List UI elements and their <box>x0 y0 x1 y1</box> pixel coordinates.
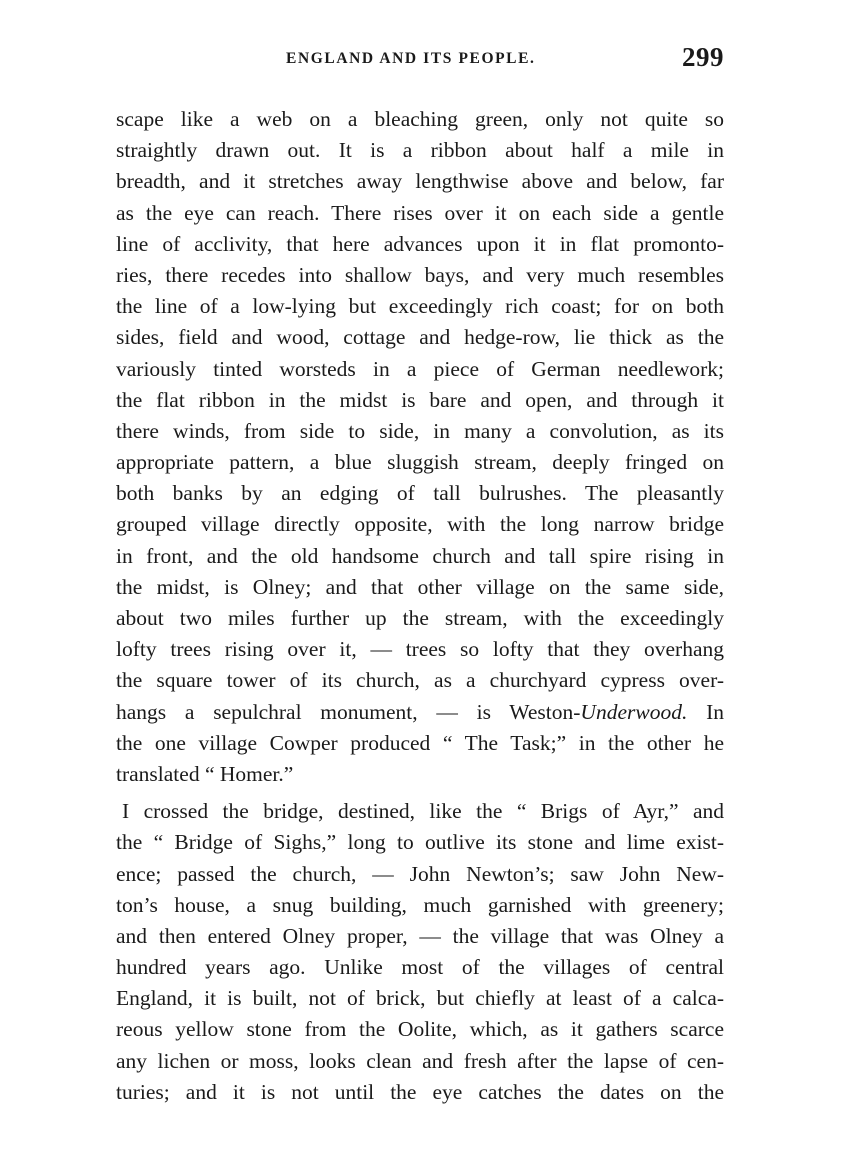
text-line: and then entered Olney proper, — the village that was Olney a <box>116 923 724 948</box>
running-head <box>116 44 724 80</box>
text-segment: hangs a sepulchral monument, — is Weston- <box>116 699 581 724</box>
text-line: turies; and it is not until the eye catches the dates on the <box>116 1079 724 1104</box>
text-line: line of acclivity, that here advances upon it in flat promonto- <box>116 231 724 256</box>
text-line: the line of a low-lying but exceedingly rich coast; for on both <box>116 294 724 319</box>
text-line: there winds, from side to side, in many a convolution, as its <box>116 418 724 443</box>
body-text <box>116 104 724 1108</box>
text-line: straightly drawn out. It is a ribbon about half a mile in <box>116 138 724 163</box>
text-line: about two miles further up the stream, with the exceedingly <box>116 606 724 630</box>
text-line: ence; passed the church, — John Newton’s; saw John New- <box>116 861 724 886</box>
text-line: both banks by an edging of tall bulrushes. The pleasantly <box>116 481 724 506</box>
text-segment: In <box>687 699 724 724</box>
text-line: sides, field and wood, cottage and hedge-row, lie thick as the <box>116 325 724 350</box>
text-line: the flat ribbon in the midst is bare and open, and through it <box>116 387 724 412</box>
text-line: the one village Cowper produced “ The Task;” in the other he <box>116 730 724 755</box>
text-line: ton’s house, a snug building, much garnished with greenery; <box>116 892 724 917</box>
text-line: variously tinted worsteds in a piece of German needlework; <box>116 356 724 381</box>
text-line: the midst, is Olney; and that other village on the same side, <box>116 574 724 599</box>
page-number: 299 <box>682 42 724 72</box>
text-line: the “ Bridge of Sighs,” long to outlive its stone and lime exist- <box>116 830 724 855</box>
text-line: grouped village directly opposite, with the long narrow bridge <box>116 512 724 537</box>
text-line: scape like a web on a bleaching green, only not quite so <box>116 107 724 131</box>
text-line: breadth, and it stretches away lengthwise above and below, far <box>116 169 724 194</box>
text-line: England, it is built, not of brick, but chiefly at least of a calca- <box>116 986 724 1011</box>
text-line: in front, and the old handsome church and tall spire rising in <box>116 543 724 568</box>
text-line: appropriate pattern, a blue sluggish stream, deeply fringed on <box>116 450 724 475</box>
text-line: as the eye can reach. There rises over it on each side a gentle <box>116 200 724 225</box>
paragraph-2 <box>116 796 724 1108</box>
text-line: any lichen or moss, looks clean and fresh after the lapse of cen- <box>116 1048 724 1073</box>
italic-place-name: Underwood. <box>580 699 688 724</box>
running-title: ENGLAND AND ITS PEOPLE. <box>286 50 536 67</box>
text-line: the square tower of its church, as a churchyard cypress over- <box>116 668 724 693</box>
text-line: hundred years ago. Unlike most of the villages of central <box>116 955 724 980</box>
text-line: ries, there recedes into shallow bays, and very much resembles <box>116 262 724 287</box>
text-line: lofty trees rising over it, — trees so lofty that they overhang <box>116 637 724 662</box>
text-line-indented: I crossed the bridge, destined, like the “ Brigs of Ayr,” and <box>122 799 724 824</box>
text-line-last: translated “ Homer.” <box>116 761 294 786</box>
text-line: reous yellow stone from the Oolite, which, as it gathers scarce <box>116 1017 724 1042</box>
text-line-with-italic <box>116 697 724 728</box>
paragraph-1 <box>116 104 724 790</box>
